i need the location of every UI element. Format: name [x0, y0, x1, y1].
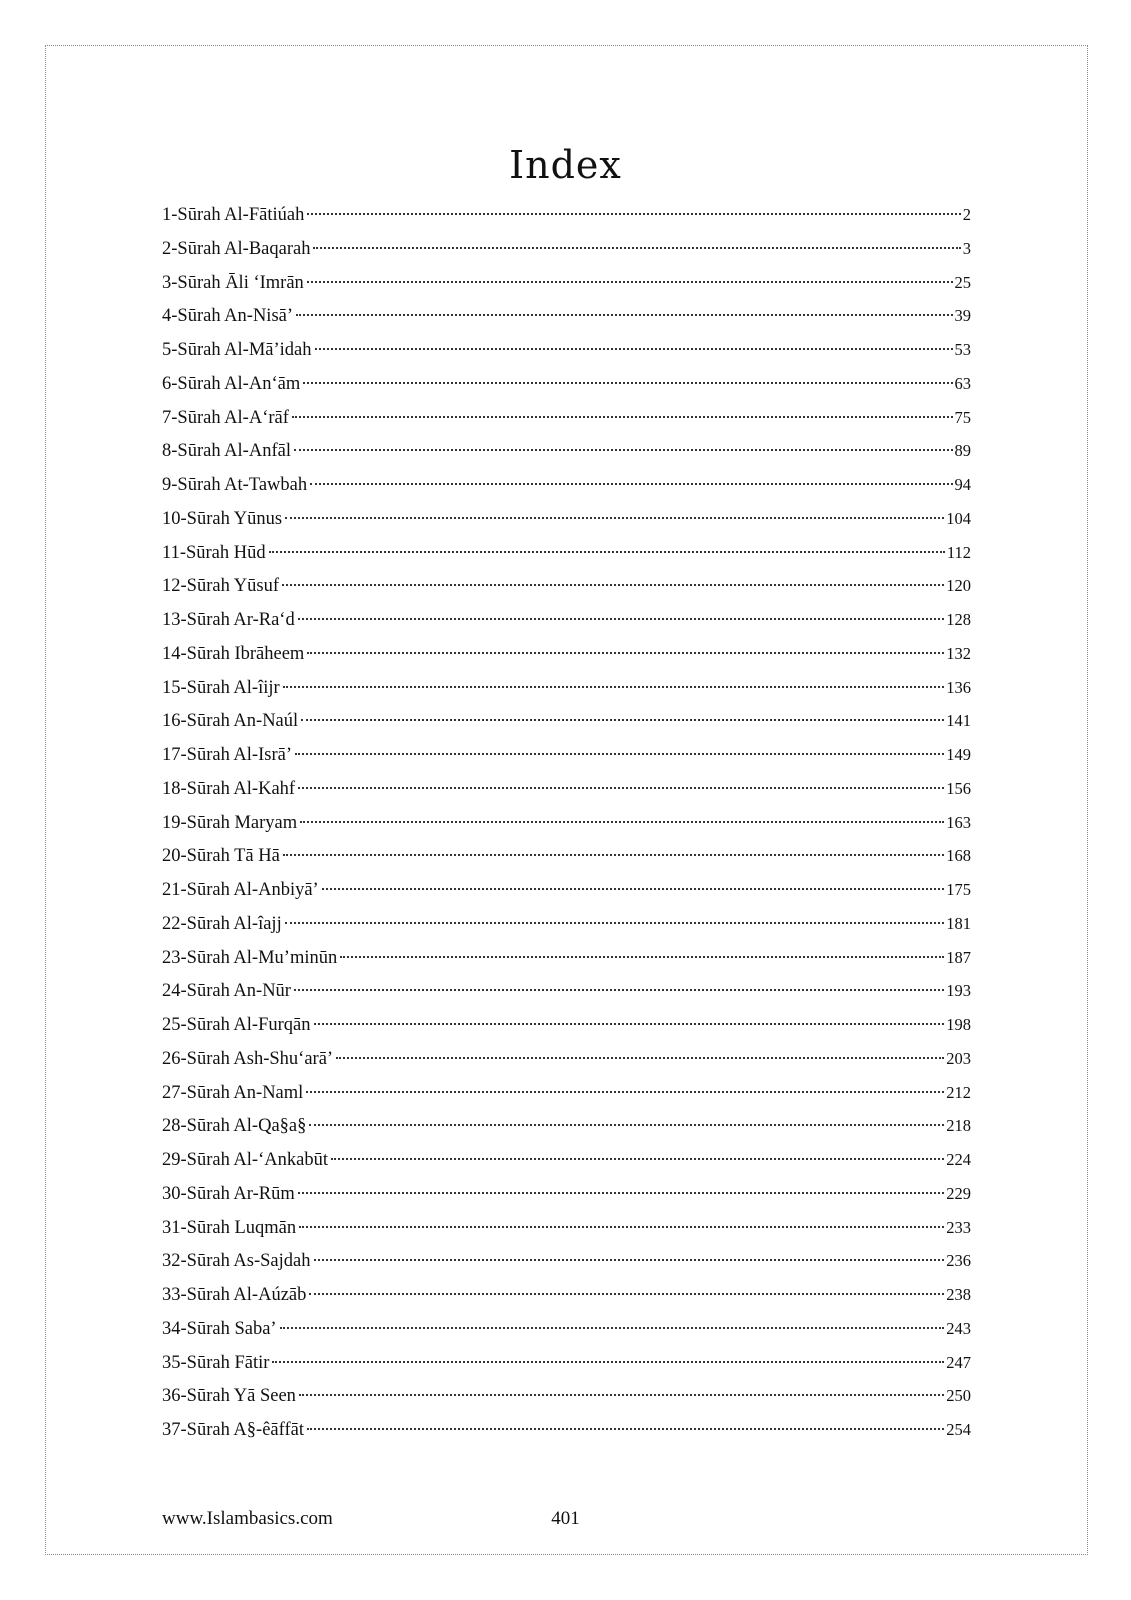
index-entry-label: 9-Sūrah At-Tawbah	[162, 475, 308, 495]
index-entry-label: 24-Sūrah An-Nūr	[162, 981, 291, 1002]
index-entry	[162, 299, 971, 333]
index-entry	[162, 1143, 971, 1177]
index-entry	[162, 198, 971, 232]
index-entry-page: 128	[946, 610, 971, 629]
index-entry	[162, 603, 971, 637]
index-entry-label: 27-Sūrah An-Naml	[162, 1082, 304, 1103]
index-entry-label: 29-Sūrah Al-‘Ankabūt	[162, 1150, 328, 1170]
index-entry	[162, 1379, 971, 1413]
dot-leader	[310, 483, 952, 485]
dot-leader	[299, 1394, 944, 1396]
dot-leader	[314, 1023, 945, 1025]
index-entry-page: 104	[946, 508, 971, 528]
index-entry-page: 212	[946, 1082, 971, 1102]
dot-leader	[269, 551, 945, 553]
dot-leader	[298, 787, 944, 789]
index-entry	[162, 772, 971, 806]
index-entry-label: 16-Sūrah An-Naúl	[162, 711, 299, 732]
index-entry-page: 198	[946, 1015, 971, 1034]
index-entry	[162, 536, 971, 570]
index-entry-page: 132	[946, 643, 971, 663]
dot-leader	[307, 652, 944, 654]
dot-leader	[314, 1259, 945, 1261]
index-entry	[162, 873, 971, 907]
index-entry	[162, 1346, 971, 1380]
index-entry-page: 168	[946, 846, 971, 866]
index-entry-page: 94	[954, 475, 971, 494]
index-entry-page: 39	[954, 306, 971, 326]
index-entry	[162, 569, 971, 603]
dot-leader	[331, 1158, 944, 1160]
dot-leader	[313, 247, 960, 249]
index-entry	[162, 1076, 971, 1110]
index-entry-page: 224	[946, 1150, 971, 1169]
index-entry-label: 34-Sūrah Saba’	[162, 1318, 277, 1339]
dot-leader	[301, 719, 944, 721]
index-entry	[162, 367, 971, 401]
dot-leader	[295, 753, 944, 755]
dot-leader	[280, 1327, 945, 1329]
index-entry	[162, 401, 971, 435]
dot-leader	[306, 1091, 944, 1093]
dot-leader	[299, 1226, 944, 1228]
dot-leader	[283, 854, 944, 856]
footer-website: www.Islambasics.com	[162, 1508, 333, 1529]
dot-leader	[309, 1293, 944, 1295]
index-entry-page: 175	[946, 880, 971, 899]
index-entry-label: 25-Sūrah Al-Furqān	[162, 1015, 311, 1035]
index-entry-label: 31-Sūrah Luqmān	[162, 1217, 297, 1238]
index-entry-label: 36-Sūrah Yā Seen	[162, 1386, 296, 1407]
index-entry-label: 33-Sūrah Al-Aúzāb	[162, 1285, 307, 1305]
index-entry	[162, 1211, 971, 1245]
index-entry-page: 53	[954, 340, 971, 359]
index-entry-page: 236	[946, 1251, 971, 1271]
dot-leader	[300, 821, 944, 823]
index-entry	[162, 1008, 971, 1042]
index-entry	[162, 1177, 971, 1211]
index-entry-page: 254	[946, 1420, 971, 1439]
index-entry-label: 37-Sūrah A§-êāffāt	[162, 1420, 304, 1440]
index-entry-page: 112	[946, 542, 971, 562]
dot-leader	[298, 618, 945, 620]
index-entry-page: 156	[946, 778, 971, 798]
index-entry-label: 23-Sūrah Al-Mu’minūn	[162, 947, 338, 968]
index-entry-label: 18-Sūrah Al-Kahf	[162, 778, 296, 799]
index-entry-page: 149	[946, 745, 971, 764]
dot-leader	[315, 348, 953, 350]
index-entry-label: 4-Sūrah An-Nisā’	[162, 306, 294, 327]
index-entry-label: 21-Sūrah Al-Anbiyā’	[162, 880, 319, 900]
dot-leader	[296, 314, 952, 316]
index-entry-page: 163	[946, 812, 971, 832]
index-entry-page: 250	[946, 1386, 971, 1406]
index-entry-page: 233	[946, 1217, 971, 1237]
index-list	[162, 198, 971, 1447]
index-entry-label: 8-Sūrah Al-Anfāl	[162, 441, 291, 462]
index-entry	[162, 1278, 971, 1312]
index-entry-label: 12-Sūrah Yūsuf	[162, 576, 279, 597]
dot-leader	[322, 888, 945, 890]
index-entry-label: 3-Sūrah Āli ‘Imrān	[162, 272, 304, 293]
index-entry	[162, 1244, 971, 1278]
index-entry	[162, 704, 971, 738]
index-entry	[162, 1312, 971, 1346]
dot-leader	[303, 382, 952, 384]
index-entry-page: 89	[954, 441, 971, 461]
index-entry	[162, 434, 971, 468]
index-entry-page: 193	[946, 981, 971, 1001]
dot-leader	[292, 416, 953, 418]
index-entry	[162, 907, 971, 941]
index-entry-page: 136	[946, 677, 971, 697]
index-entry-label: 22-Sūrah Al-îajj	[162, 913, 282, 934]
dot-leader	[285, 517, 944, 519]
index-entry	[162, 333, 971, 367]
index-entry-label: 20-Sūrah Tā Hā	[162, 846, 280, 867]
index-entry-page: 181	[946, 913, 971, 933]
index-entry-label: 35-Sūrah Fātir	[162, 1352, 270, 1373]
dot-leader	[285, 922, 945, 924]
index-entry	[162, 468, 971, 502]
index-entry	[162, 232, 971, 266]
dot-leader	[294, 449, 953, 451]
page-title: Index	[509, 143, 622, 187]
index-entry-label: 19-Sūrah Maryam	[162, 812, 298, 833]
index-entry-page: 229	[946, 1183, 971, 1203]
index-entry	[162, 839, 971, 873]
index-entry-label: 13-Sūrah Ar-Ra‘d	[162, 610, 295, 630]
index-entry-label: 5-Sūrah Al-Mā’idah	[162, 340, 312, 360]
index-entry-label: 17-Sūrah Al-Isrā’	[162, 745, 292, 765]
index-entry-page: 243	[946, 1318, 971, 1338]
index-entry	[162, 671, 971, 705]
dot-leader	[294, 989, 944, 991]
index-entry-page: 3	[962, 238, 971, 258]
index-entry-label: 15-Sūrah Al-îijr	[162, 677, 280, 698]
index-entry-label: 30-Sūrah Ar-Rūm	[162, 1183, 295, 1204]
index-entry-page: 218	[946, 1116, 971, 1136]
dot-leader	[307, 1428, 944, 1430]
index-entry	[162, 637, 971, 671]
index-entry-page: 238	[946, 1285, 971, 1304]
dot-leader	[336, 1057, 944, 1059]
dot-leader	[340, 956, 944, 958]
dot-leader	[307, 281, 953, 283]
index-entry-label: 28-Sūrah Al-Qa§a§	[162, 1116, 307, 1137]
index-entry-label: 11-Sūrah Hūd	[162, 542, 266, 563]
index-entry-label: 1-Sūrah Al-Fātiúah	[162, 205, 305, 225]
index-entry-label: 6-Sūrah Al-An‘ām	[162, 373, 301, 394]
dot-leader	[282, 584, 944, 586]
index-entry	[162, 1413, 971, 1447]
index-entry-label: 10-Sūrah Yūnus	[162, 508, 283, 529]
index-entry	[162, 1042, 971, 1076]
index-entry-page: 63	[954, 373, 971, 393]
index-entry-label: 2-Sūrah Al-Baqarah	[162, 238, 311, 259]
index-entry-page: 75	[954, 407, 971, 427]
index-entry-page: 141	[946, 711, 971, 731]
index-entry-page: 2	[962, 205, 971, 224]
index-entry-label: 32-Sūrah As-Sajdah	[162, 1251, 311, 1272]
index-entry	[162, 941, 971, 975]
index-entry-page: 203	[946, 1048, 971, 1068]
index-entry-page: 247	[946, 1352, 971, 1372]
dot-leader	[298, 1192, 945, 1194]
index-entry	[162, 974, 971, 1008]
index-entry-page: 187	[946, 947, 971, 967]
index-entry-label: 26-Sūrah Ash-Shu‘arā’	[162, 1048, 334, 1069]
index-entry-label: 14-Sūrah Ibrāheem	[162, 643, 305, 664]
dot-leader	[272, 1361, 944, 1363]
footer-page-number: 401	[551, 1508, 580, 1529]
index-entry	[162, 502, 971, 536]
dot-leader	[309, 1124, 944, 1126]
index-entry-page: 120	[946, 576, 971, 596]
dot-leader	[283, 686, 945, 688]
index-entry-page: 25	[954, 272, 971, 292]
index-entry	[162, 738, 971, 772]
index-entry	[162, 806, 971, 840]
dot-leader	[307, 213, 960, 215]
index-entry	[162, 266, 971, 300]
index-entry-label: 7-Sūrah Al-A‘rāf	[162, 407, 289, 428]
index-entry	[162, 1109, 971, 1143]
